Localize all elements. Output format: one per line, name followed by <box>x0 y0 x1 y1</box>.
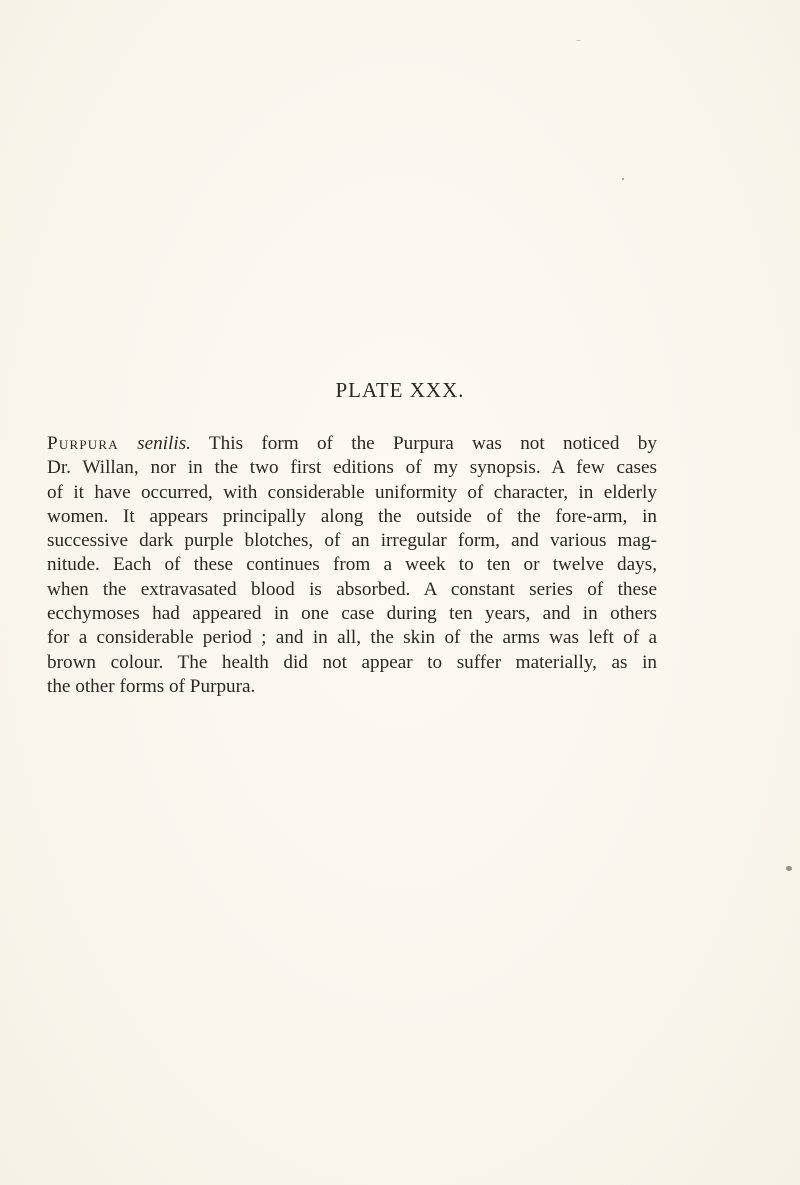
paper-speck <box>786 866 792 871</box>
lead-term: Purpura <box>47 433 119 454</box>
plate-title: PLATE XXX. <box>335 378 465 402</box>
line-text: This form of the Purpura was not noticed by <box>190 433 657 454</box>
paragraph-line: of it have occurred, with considerable uniformity of character, in elderly <box>47 481 657 503</box>
paragraph-line: successive dark purple blotches, of an irregular form, and various mag- <box>47 530 657 552</box>
paragraph-line: brown colour. The health did not appear to suffer materially, as in <box>47 651 657 673</box>
paragraph-line: Dr. Willan, nor in the two first editions of my synopsis. A few cases <box>47 457 657 479</box>
body-paragraph <box>47 432 657 699</box>
paper-speck <box>576 40 581 41</box>
paragraph-line: ecchymoses had appeared in one case during ten years, and in others <box>47 603 657 625</box>
paragraph-line: when the extravasated blood is absorbed. A constant series of these <box>47 578 657 600</box>
paragraph-line: the other forms of Purpura. <box>47 675 256 697</box>
paragraph-line <box>47 432 657 456</box>
paper-speck <box>622 178 624 180</box>
paragraph-line: women. It appears principally along the outside of the fore-arm, in <box>47 505 657 527</box>
lead-term-italic: senilis. <box>137 433 191 454</box>
paragraph-line: nitude. Each of these continues from a week to ten or twelve days, <box>47 554 657 576</box>
paragraph-line: for a considerable period ; and in all, the skin of the arms was left of a <box>47 627 657 649</box>
